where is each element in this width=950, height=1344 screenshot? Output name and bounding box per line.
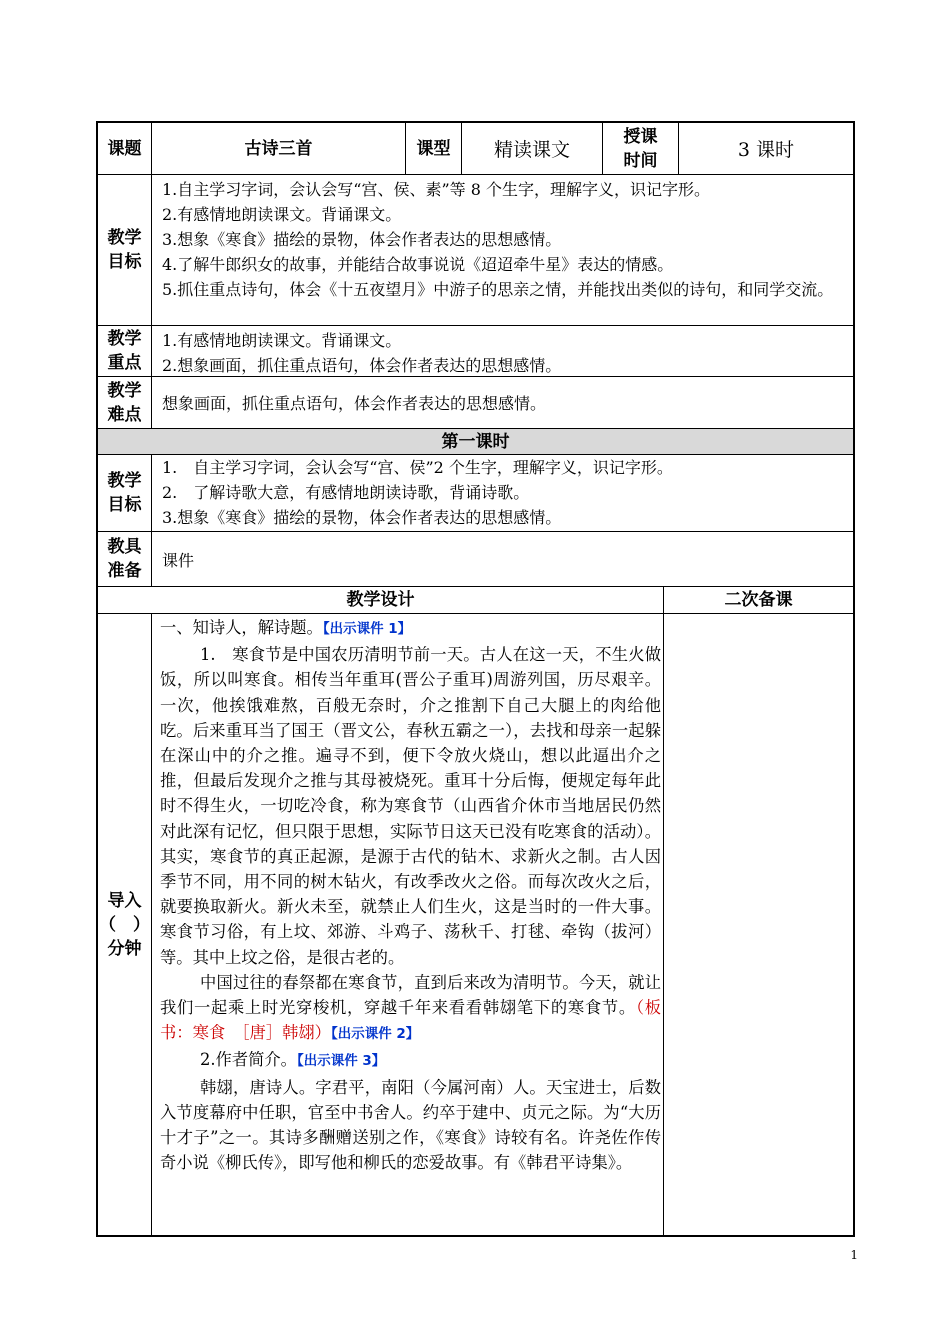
slide-tag: 【出示课件 1】 (322, 621, 412, 637)
goal-item: 1.自主学习字词，会认会写“宫、侯、素”等 8 个生字，理解字义，识记字形。 (162, 180, 710, 199)
page-number: 1 (850, 1248, 858, 1262)
author-heading (160, 1047, 661, 1074)
goal-item: 4.了解牛郎织女的故事，并能结合故事说说《迢迢牵牛星》表达的情感。 (162, 255, 674, 274)
time-label-line2: 时间 (623, 150, 658, 171)
goals-content (151, 175, 853, 325)
type-value: 精读课文 (461, 123, 602, 174)
goal-item: 2.有感情地朗读课文。背诵课文。 (162, 205, 402, 224)
lesson1-goals-content (151, 455, 853, 531)
design-content (151, 614, 663, 1235)
key-points-label-line1: 教学 (107, 329, 142, 349)
design-body-row (98, 613, 853, 1235)
design-title: 教学设计 (346, 590, 415, 610)
lesson1-title: 第一课时 (98, 428, 853, 454)
time-label-line1: 授课 (623, 126, 658, 147)
lesson1-goal-item: 2. 了解诗歌大意，有感情地朗读诗歌，背诵诗歌。 (162, 483, 530, 502)
tools-content: 课件 (151, 532, 853, 586)
type-label: 课型 (405, 123, 461, 174)
difficulty-label (98, 377, 151, 428)
time-label (602, 123, 678, 174)
tools-label-line1: 教具 (107, 537, 142, 557)
lesson1-goals-label-line2: 目标 (107, 495, 142, 515)
design-header-row (98, 586, 853, 613)
key-point-item: 2.想象画面，抓住重点语句，体会作者表达的思想感情。 (162, 356, 562, 375)
intro-paragraph-2 (160, 970, 661, 1048)
author-heading-text: 2.作者简介。 (200, 1050, 297, 1070)
goals-label-line2: 目标 (107, 252, 142, 272)
goal-item: 3.想象《寒食》描绘的景物，体会作者表达的思想感情。 (162, 230, 562, 249)
second-prep-content (663, 614, 853, 1235)
goals-row (98, 174, 853, 325)
lesson1-goal-item: 1. 自主学习字词，会认会写“宫、侯”2 个生字，理解字义，识记字形。 (162, 458, 673, 477)
intro-heading (160, 615, 661, 642)
board-note: （板书：寒食 ［唐］韩翃） (160, 998, 661, 1043)
key-point-item: 1.有感情地朗读课文。背诵课文。 (162, 331, 402, 350)
intro-paragraph-1: 1. 寒食节是中国农历清明节前一天。古人在这一天，不生火做饭，所以叫寒食。相传当年重耳(晋公子重耳)周游列国，历尽艰辛。一次，他挨饿难熬，百般无奈时，介之推割下自己大腿上的肉给他吃。后来重耳当了国王（晋文公，春秋五霸之一），去找和母亲一起躲在深山中的介之推。遍寻不到，便下令放火烧山，想以此逼出介之推，但最后发现介之推与其母被烧死。重耳十分后悔，便规定每年此时不得生火，一切吃冷食，称为寒食节（山西省介休市当地居民仍然对此深有记忆，但只限于思想，实际节日这天已没有吃寒食的活动）。其实，寒食节的真正起源，是源于古代的钻木、求新火之制。古人因季节不同，用不同的树木钻火，有改季改火之俗。而每次改火之后，就要换取新火。新火未至，就禁止人们生火，这是当时的一件大事。寒食节习俗，有上坟、郊游、斗鸡子、荡秋千、打毬、牵钩（拔河）等。其中上坟之俗，是很古老的。 (160, 645, 661, 967)
lesson1-goal-item: 3.想象《寒食》描绘的景物，体会作者表达的思想感情。 (162, 508, 562, 527)
difficulty-row (98, 376, 853, 428)
goals-label (98, 175, 151, 325)
key-points-label (98, 326, 151, 376)
tools-label-line2: 准备 (107, 561, 142, 581)
intro-label-line1: 导入 (107, 890, 142, 911)
slide-tag: 【出示课件 3】 (296, 1053, 386, 1070)
lesson1-goals-label (98, 455, 151, 531)
intro-heading-text: 一、知诗人，解诗题。 (160, 618, 323, 637)
intro-section-label (98, 614, 151, 1235)
key-points-label-line2: 重点 (107, 353, 142, 373)
difficulty-label-line1: 教学 (107, 380, 142, 401)
lesson1-goals-label-line1: 教学 (107, 471, 142, 491)
lesson-plan-table (96, 121, 855, 1237)
topic-label: 课题 (107, 138, 142, 159)
second-prep-title: 二次备课 (663, 587, 853, 613)
slide-tag: 【出示课件 2】 (330, 1026, 420, 1043)
author-paragraph: 韩翃，唐诗人。字君平，南阳（今属河南）人。天宝进士，后数入节度幕府中任职，官至中书舍人。约卒于建中、贞元之际。为“大历十才子”之一。其诗多酬赠送别之作，《寒食》诗较有名。许尧佐作传奇小说《柳氏传》，即写他和柳氏的恋爱故事。有《韩君平诗集》。 (160, 1077, 661, 1173)
key-points-row (98, 325, 853, 376)
intro-label-line3: 分钟 (107, 938, 142, 959)
tools-label (98, 532, 151, 586)
header-row (98, 123, 853, 174)
tools-row (98, 531, 853, 586)
topic-value: 古诗三首 (151, 123, 405, 174)
goals-label-line1: 教学 (107, 228, 142, 248)
difficulty-label-line2: 难点 (107, 404, 142, 425)
lesson1-goals-row (98, 454, 853, 531)
goal-item: 5.抓住重点诗句，体会《十五夜望月》中游子的思亲之情，并能找出类似的诗句，和同学交流。 (162, 280, 834, 299)
difficulty-content: 想象画面，抓住重点语句，体会作者表达的思想感情。 (151, 377, 853, 428)
time-value: 3 课时 (678, 123, 853, 174)
intro-paragraph-2-text: 中国过往的春祭都在寒食节，直到后来改为清明节。今天，就让我们一起乘上时光穿梭机，穿越千年来看看韩翃笔下的寒食节。 (160, 972, 661, 1018)
key-points-content (151, 326, 853, 376)
intro-label-line2: （ ） (99, 914, 150, 935)
